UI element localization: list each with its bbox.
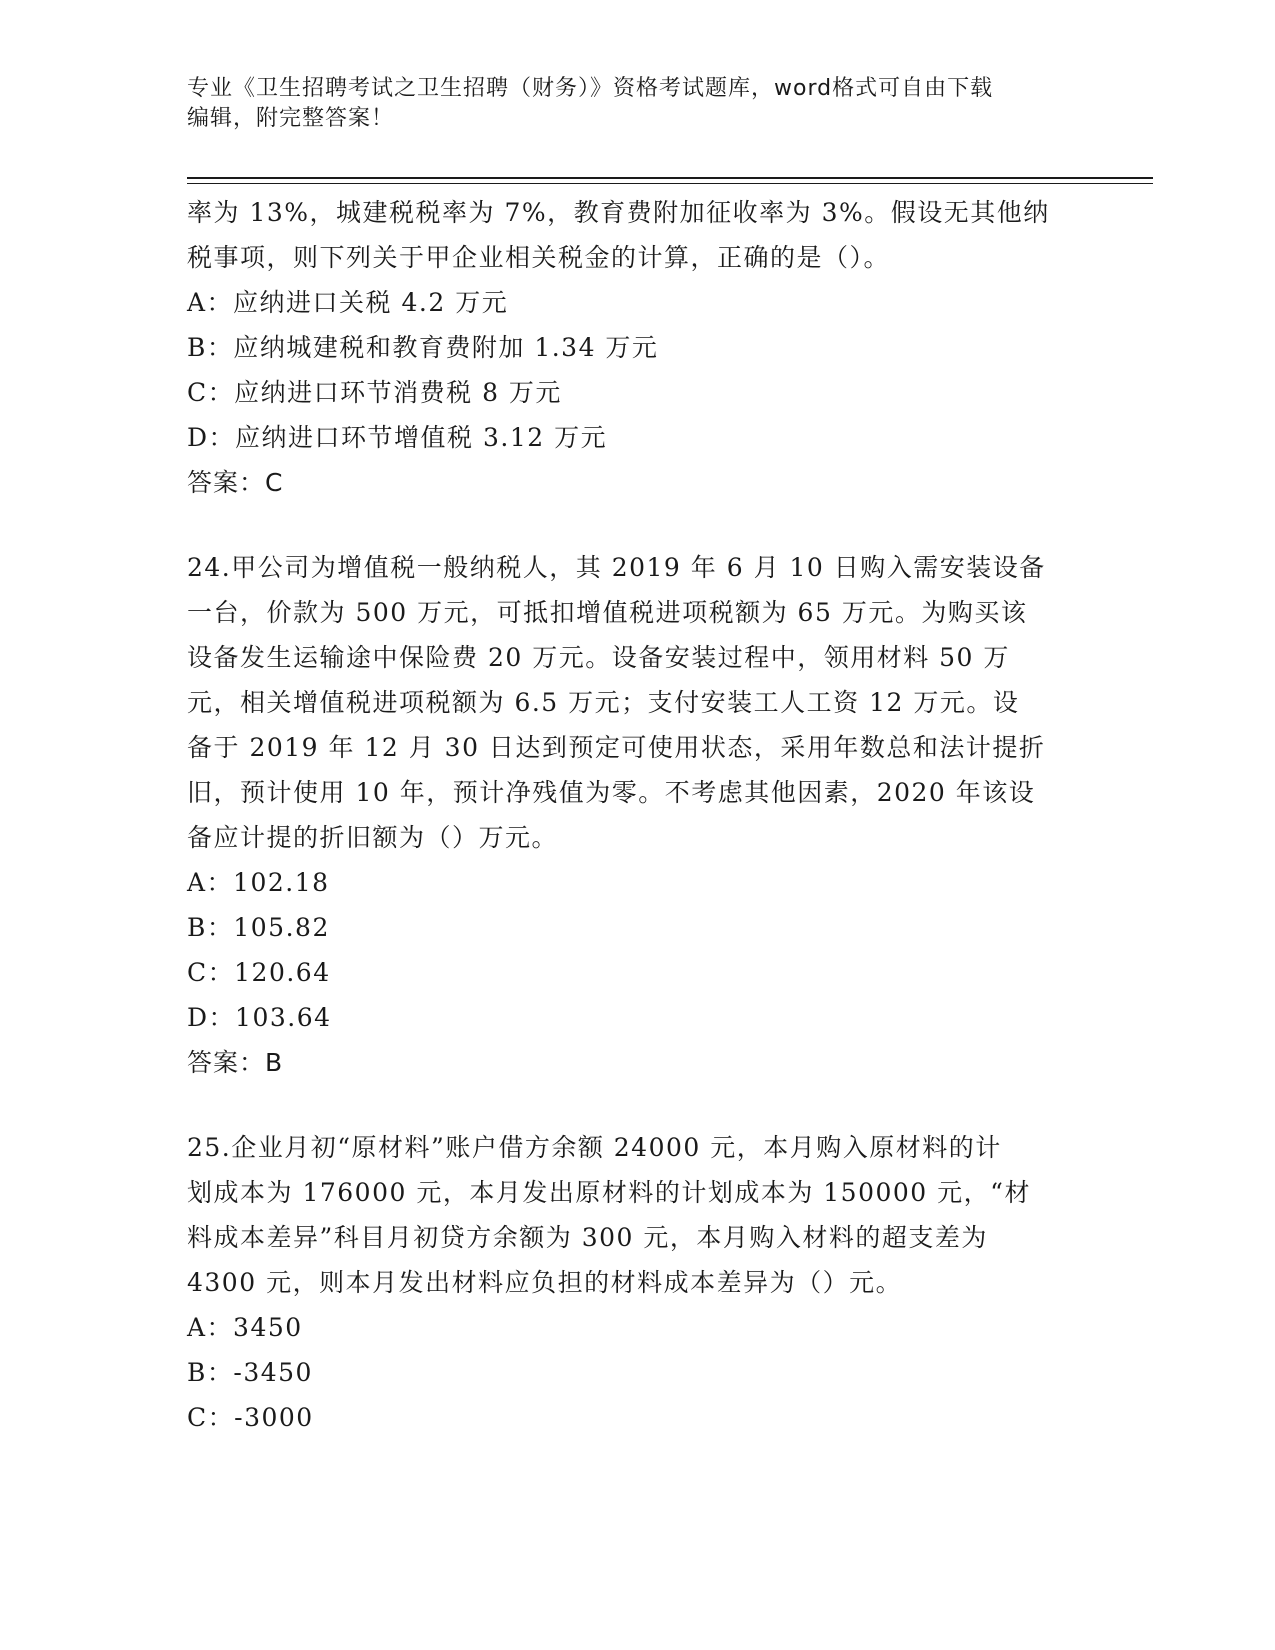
option-d: D：103.64 bbox=[187, 1003, 332, 1032]
question-stem-line: 设备发生运输途中保险费 20 万元。设备安装过程中，领用材料 50 万 bbox=[187, 643, 1010, 672]
question-25 bbox=[187, 1125, 1087, 1440]
question-stem-line: 旧，预计使用 10 年，预计净残值为零。不考虑其他因素，2020 年该设 bbox=[187, 778, 1036, 807]
option-b: B：-3450 bbox=[187, 1358, 313, 1387]
question-stem-line: 税事项，则下列关于甲企业相关税金的计算，正确的是（）。 bbox=[187, 243, 891, 272]
question-stem-line: 4300 元，则本月发出材料应负担的材料成本差异为（）元。 bbox=[187, 1268, 903, 1297]
option-d: D：应纳进口环节增值税 3.12 万元 bbox=[187, 423, 608, 452]
question-stem-line: 料成本差异”科目月初贷方余额为 300 元，本月购入材料的超支差为 bbox=[187, 1223, 988, 1252]
option-a: A：应纳进口关税 4.2 万元 bbox=[187, 288, 509, 317]
question-stem-line: 一台，价款为 500 万元，可抵扣增值税进项税额为 65 万元。为购买该 bbox=[187, 598, 1028, 627]
question-23 bbox=[187, 190, 1087, 505]
header-line-1: 专业《卫生招聘考试之卫生招聘（财务）》资格考试题库，word格式可自由下载 bbox=[187, 76, 994, 101]
document-header bbox=[187, 74, 1087, 134]
option-c: C：应纳进口环节消费税 8 万元 bbox=[187, 378, 562, 407]
question-content bbox=[187, 190, 1087, 1440]
question-stem-line: 备应计提的折旧额为（）万元。 bbox=[187, 823, 559, 852]
option-c: C：-3000 bbox=[187, 1403, 314, 1432]
question-24 bbox=[187, 545, 1087, 1085]
question-stem-line: 备于 2019 年 12 月 30 日达到预定可使用状态，采用年数总和法计提折 bbox=[187, 733, 1046, 762]
question-stem-line: 划成本为 176000 元，本月发出原材料的计划成本为 150000 元，“材 bbox=[187, 1178, 1031, 1207]
option-a: A：102.18 bbox=[187, 868, 330, 897]
header-divider-thick bbox=[187, 177, 1153, 179]
question-stem-line: 24.甲公司为增值税一般纳税人，其 2019 年 6 月 10 日购入需安装设备 bbox=[187, 553, 1046, 582]
question-stem-line: 元，相关增值税进项税额为 6.5 万元；支付安装工人工资 12 万元。设 bbox=[187, 688, 1020, 717]
question-stem-line: 25.企业月初“原材料”账户借方余额 24000 元，本月购入原材料的计 bbox=[187, 1133, 1002, 1162]
option-a: A：3450 bbox=[187, 1313, 303, 1342]
header-divider-thin bbox=[187, 183, 1153, 184]
answer-line: 答案：B bbox=[187, 1048, 284, 1077]
question-stem-line: 率为 13%，城建税税率为 7%，教育费附加征收率为 3%。假设无其他纳 bbox=[187, 198, 1050, 227]
option-c: C：120.64 bbox=[187, 958, 331, 987]
option-b: B：应纳城建税和教育费附加 1.34 万元 bbox=[187, 333, 659, 362]
header-line-2: 编辑，附完整答案！ bbox=[187, 106, 395, 131]
option-b: B：105.82 bbox=[187, 913, 330, 942]
answer-line: 答案：C bbox=[187, 468, 284, 497]
